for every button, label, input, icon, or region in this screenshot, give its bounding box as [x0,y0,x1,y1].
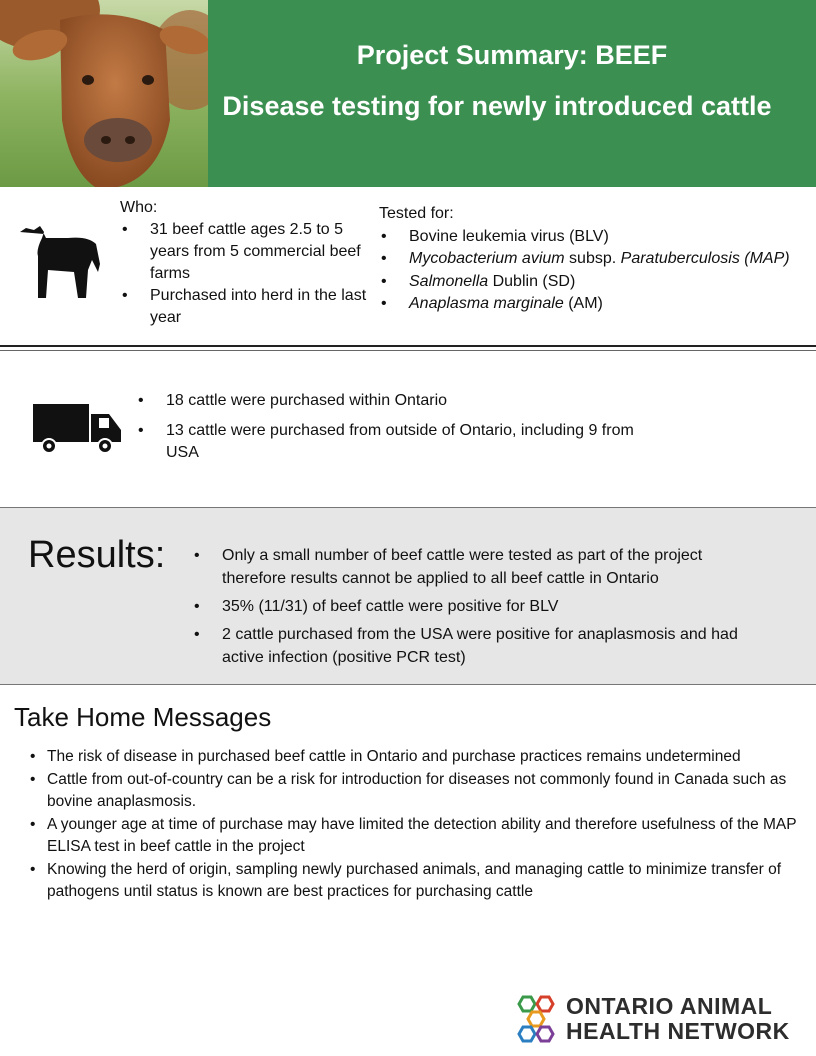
purchase-item: • 13 cattle were purchased from outside of Ontario, including 9 from USA [166,420,646,464]
page-subtitle: Disease testing for newly introduced cattle [222,91,772,121]
who-label: Who: [120,199,158,216]
who-item: • 31 beef cattle ages 2.5 to 5 years from 5 commercial beef farms [150,219,370,285]
cow-icon [18,220,104,300]
purchase-item: • 18 cattle were purchased within Ontario [166,390,646,412]
results-list [222,544,767,674]
logo-line2: HEALTH NETWORK [566,1018,790,1044]
tested-item: • Salmonella Dublin (SD) [409,271,799,294]
tested-section [379,203,799,316]
who-item: • Purchased into herd in the last year [150,285,370,329]
take-home-item: • Knowing the herd of origin, sampling newly purchased animals, and managing cattle to minimize transfer of pathogens until status is known are best practices for purchasing cattle [47,859,799,903]
cow-photo [0,0,208,187]
truck-icon [33,404,123,454]
take-home-item: • A younger age at time of purchase may have limited the detection ability and therefore usefulness of the MAP ELISA test in beef cattle in the project [47,814,799,858]
divider [0,350,816,351]
tested-label: Tested for: [379,205,454,222]
tested-item: • Mycobacterium avium subsp. Paratuberculosis (MAP) [409,248,799,271]
results-item: • 35% (11/31) of beef cattle were positive for BLV [222,595,767,618]
tested-item: • Bovine leukemia virus (BLV) [409,226,799,249]
divider [0,345,816,347]
results-item: • Only a small number of beef cattle were tested as part of the project therefore results cannot be applied to all beef cattle in Ontario [222,544,767,590]
header-banner [208,0,816,187]
page-title: Project Summary: BEEF [356,40,668,70]
results-item: • 2 cattle purchased from the USA were positive for anaplasmosis and had active infection (positive PCR test) [222,623,767,669]
purchase-section [166,390,646,472]
take-home-item: • Cattle from out-of-country can be a risk for introduction for diseases not commonly found in Canada such as bovine anaplasmosis. [47,769,799,813]
tested-item: • Anaplasma marginale (AM) [409,293,799,316]
take-home-title: Take Home Messages [14,702,272,732]
take-home-item: • The risk of disease in purchased beef cattle in Ontario and purchase practices remains undetermined [47,746,799,768]
oahn-logo-icon [513,995,565,1045]
logo-text [566,994,790,1044]
take-home-list [47,746,799,904]
results-title: Results: [28,534,166,576]
who-section [120,197,370,329]
logo-line1: ONTARIO ANIMAL [566,993,773,1019]
